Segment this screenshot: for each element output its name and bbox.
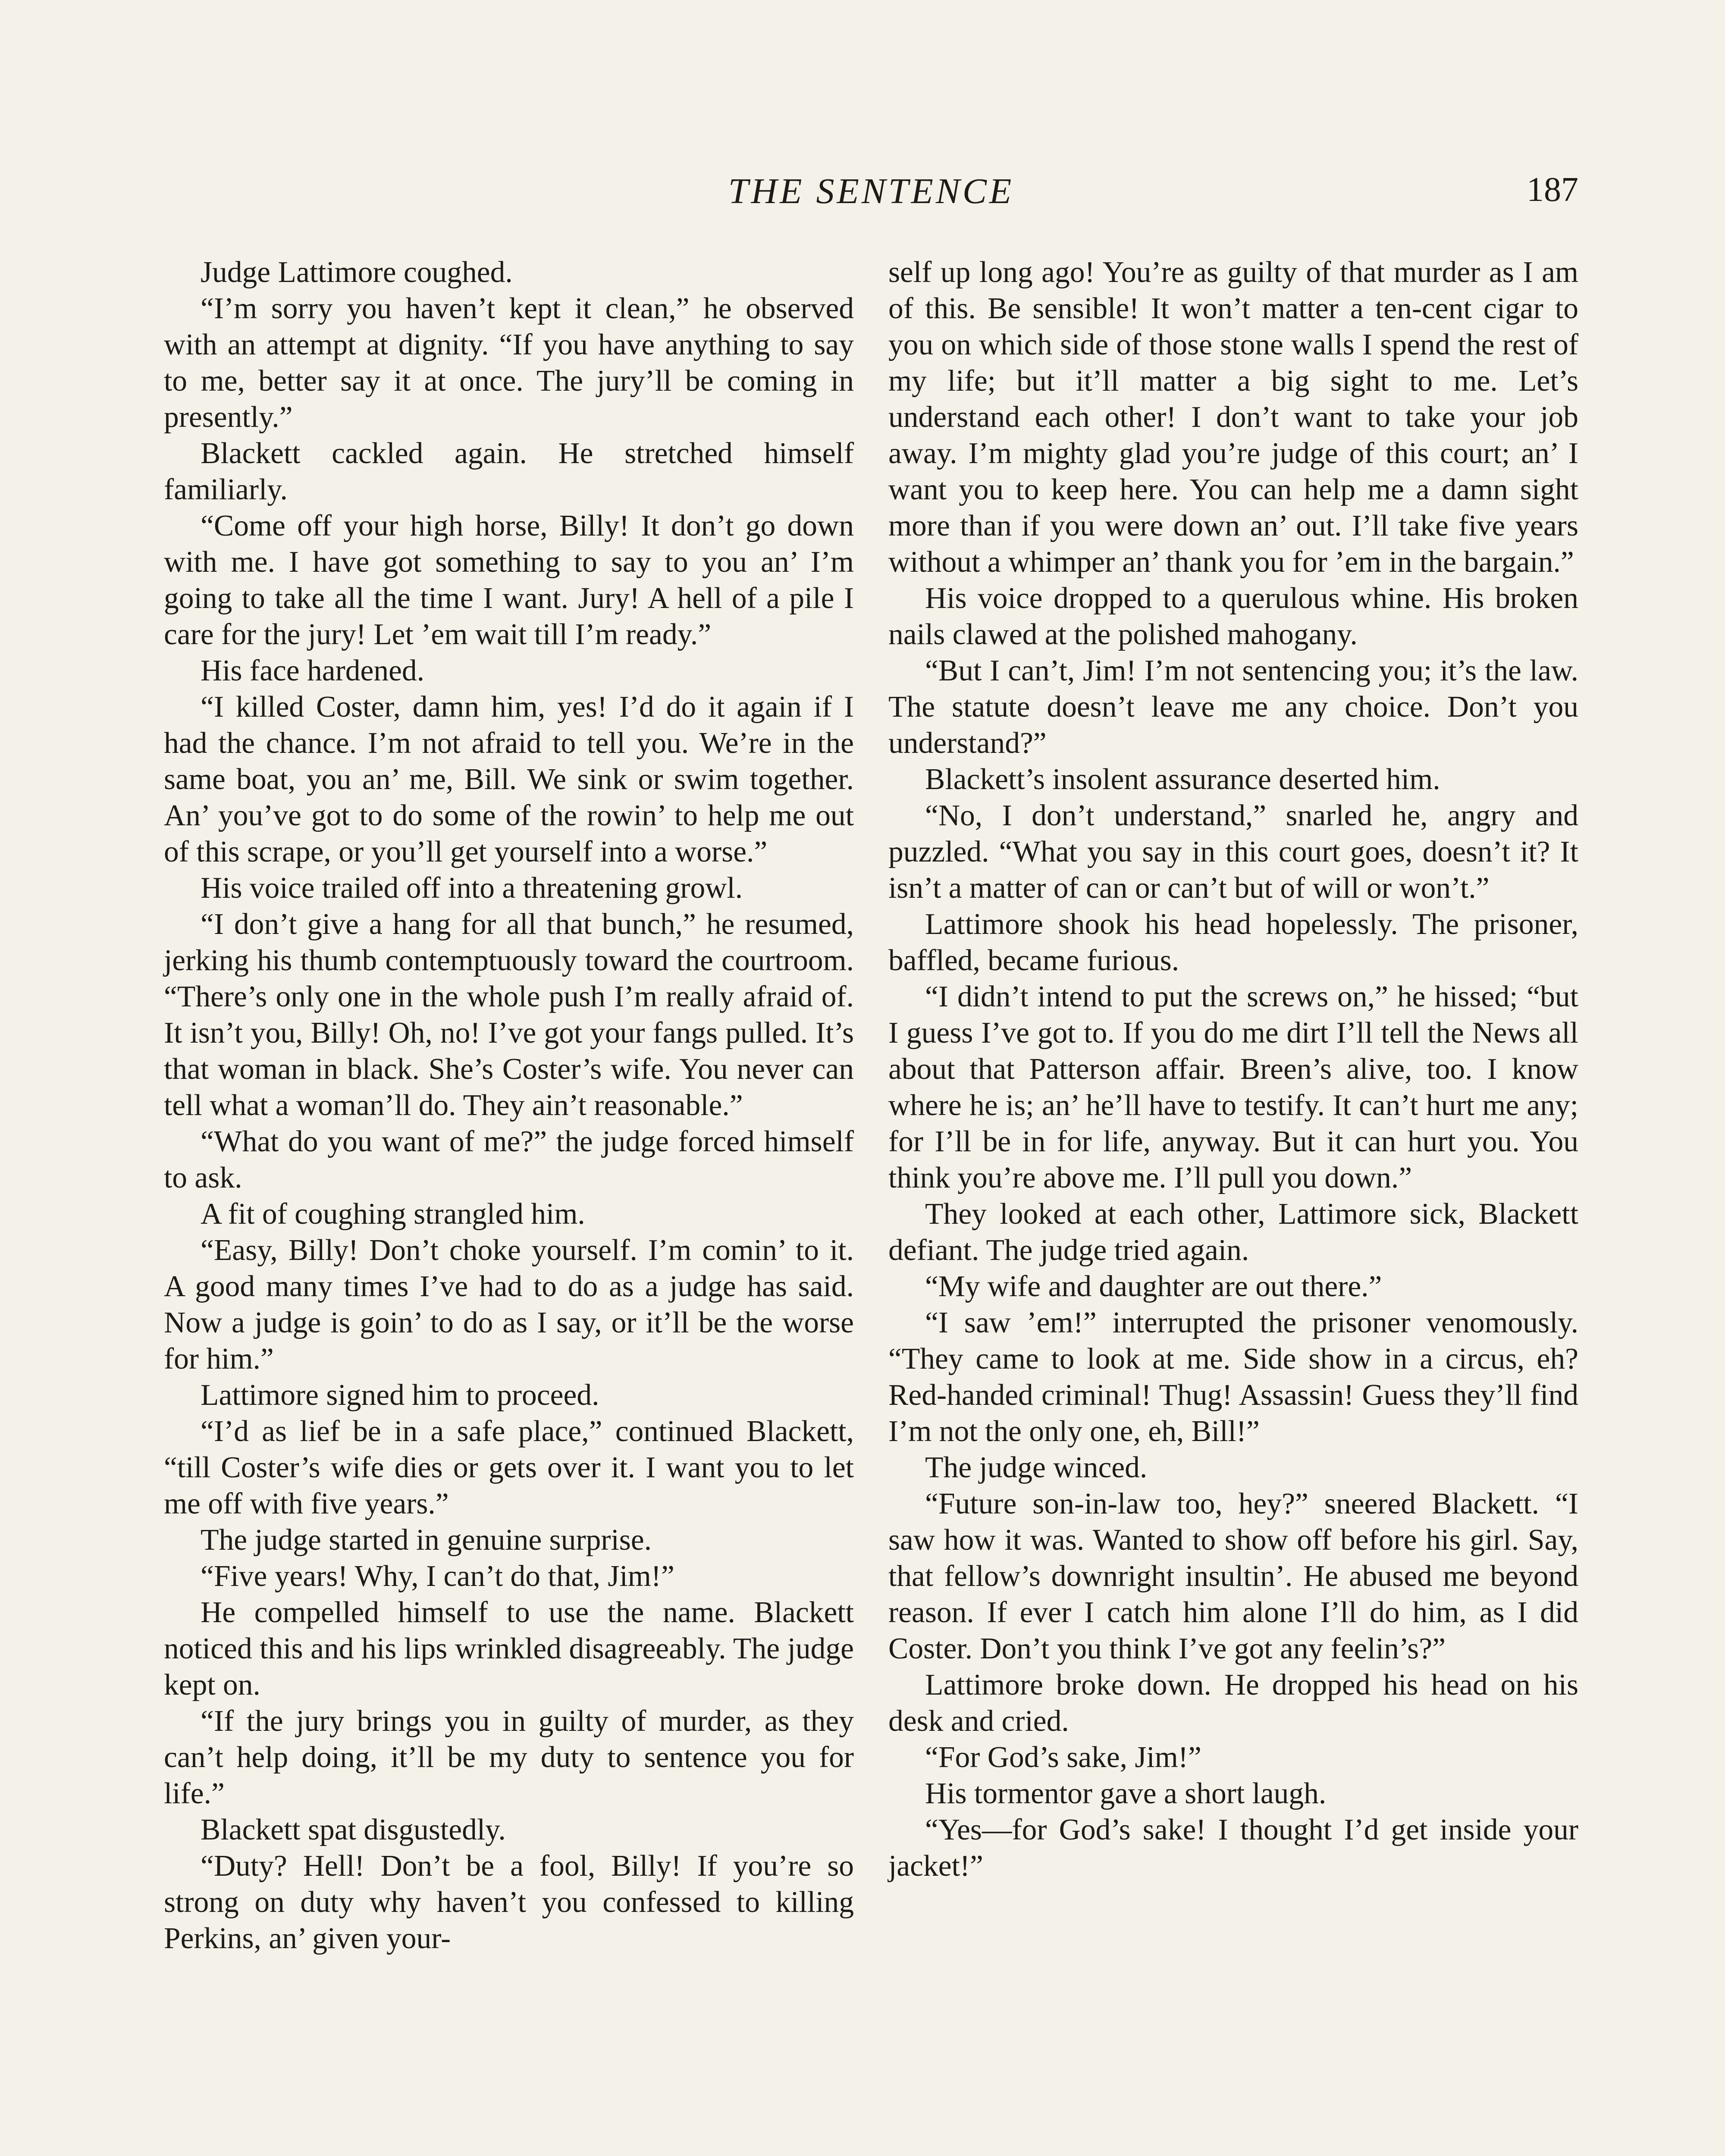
page-number: 187 xyxy=(1527,171,1578,209)
running-title: THE SENTENCE xyxy=(728,171,1014,211)
paragraph: Blackett cackled again. He stretched himself familiarly. xyxy=(164,437,854,506)
paragraph: “I saw ’em!” interrupted the prisoner venomously. “They came to look at me. Side show in a circus, eh? Red-handed criminal! Thug! Assassin! Guess they’ll find I’m not the only one, eh, Bill!” xyxy=(888,1306,1578,1448)
paragraph: “Future son-in-law too, hey?” sneered Blackett. “I saw how it was. Wanted to show off before his girl. Say, that fellow’s downright insultin’. He abused me beyond reason. If ever I catch him alone I’ll do him, as I did Coster. Don’t you think I’ve got any feelin’s?” xyxy=(888,1487,1578,1665)
paragraph: Blackett’s insolent assurance deserted him. xyxy=(925,763,1440,796)
paragraph: “Five years! Why, I can’t do that, Jim!” xyxy=(201,1560,674,1593)
page-header xyxy=(164,170,1578,226)
paragraph: Lattimore broke down. He dropped his head on his desk and cried. xyxy=(888,1668,1578,1738)
paragraph: He compelled himself to use the name. Blackett noticed this and his lips wrinkled disagreeably. The judge kept on. xyxy=(164,1596,854,1702)
paragraph-continuation: self up long ago! You’re as guilty of that murder as I am of this. Be sensible! It won’t matter a ten-cent cigar to you on which side of those stone walls I spend the rest of my life; but it’ll matter a big sight to me. Let’s understand each other! I don’t want to take your job away. I’m mighty glad you’re judge of this court; an’ I want you to keep here. You can help me a damn sight more than if you were down an’ out. I’ll take five years without a whimper an’ thank you for ’em in the bargain.” xyxy=(888,256,1578,579)
paragraph: “What do you want of me?” the judge forced himself to ask. xyxy=(164,1125,854,1194)
paragraph: Lattimore shook his head hopelessly. The prisoner, baffled, became furious. xyxy=(888,908,1578,977)
paragraph: Judge Lattimore coughed. xyxy=(201,256,513,289)
paragraph: “For God’s sake, Jim!” xyxy=(925,1741,1201,1774)
paragraph: “Easy, Billy! Don’t choke yourself. I’m comin’ to it. A good many times I’ve had to do as a judge has said. Now a judge is goin’ to do as I say, or it’ll be the worse for him.” xyxy=(164,1234,854,1376)
text-column-left xyxy=(164,254,854,1957)
paragraph: A fit of coughing strangled him. xyxy=(201,1197,585,1231)
paragraph: “Yes—for God’s sake! I thought I’d get inside your jacket!” xyxy=(888,1813,1578,1883)
paragraph: His tormentor gave a short laugh. xyxy=(925,1777,1327,1810)
paragraph: “I don’t give a hang for all that bunch,” he resumed, jerking his thumb contemptuously toward the courtroom. “There’s only one in the whole push I’m really afraid of. It isn’t you, Billy! Oh, no! I’ve got your fangs pulled. It’s that woman in black. She’s Coster’s wife. You never can tell what a woman’ll do. They ain’t reasonable.” xyxy=(164,908,854,1122)
paragraph: “I didn’t intend to put the screws on,” he hissed; “but I guess I’ve got to. If you do me dirt I’ll tell the News all about that Patterson affair. Breen’s alive, too. I know where he is; an’ he’ll have to testify. It can’t hurt me any; for I’ll be in for life, anyway. But it can hurt you. You think you’re above me. I’ll pull you down.” xyxy=(888,980,1578,1194)
paragraph: They looked at each other, Lattimore sick, Blackett defiant. The judge tried again. xyxy=(888,1197,1578,1267)
paragraph: “My wife and daughter are out there.” xyxy=(925,1270,1382,1303)
paragraph: “Come off your high horse, Billy! It don’t go down with me. I have got something to say to you an’ I’m going to take all the time I want. Jury! A hell of a pile I care for the jury! Let ’em wait till I’m ready.” xyxy=(164,509,854,651)
paragraph: Lattimore signed him to proceed. xyxy=(201,1379,599,1412)
paragraph: “I killed Coster, damn him, yes! I’d do it again if I had the chance. I’m not afraid to tell you. We’re in the same boat, you an’ me, Bill. We sink or swim together. An’ you’ve got to do some of the rowin’ to help me out of this scrape, or you’ll get yourself into a worse.” xyxy=(164,690,854,868)
paragraph: His voice dropped to a querulous whine. His broken nails clawed at the polished mahogany. xyxy=(888,582,1578,651)
paragraph: His face hardened. xyxy=(201,654,425,687)
text-column-right xyxy=(888,254,1578,1884)
paragraph: “I’d as lief be in a safe place,” continued Blackett, “till Coster’s wife dies or gets over it. I want you to let me off with five years.” xyxy=(164,1415,854,1520)
paragraph: “But I can’t, Jim! I’m not sentencing you; it’s the law. The statute doesn’t leave me any choice. Don’t you understand?” xyxy=(888,654,1578,760)
paragraph: “If the jury brings you in guilty of murder, as they can’t help doing, it’ll be my duty to sentence you for life.” xyxy=(164,1705,854,1810)
paragraph: Blackett spat disgustedly. xyxy=(201,1813,506,1846)
paragraph: His voice trailed off into a threatening growl. xyxy=(201,871,743,905)
paragraph: The judge started in genuine surprise. xyxy=(201,1523,652,1557)
paragraph: “I’m sorry you haven’t kept it clean,” he observed with an attempt at dignity. “If you have anything to say to me, better say it at once. The jury’ll be coming in presently.” xyxy=(164,292,854,434)
paragraph: The judge winced. xyxy=(925,1451,1148,1484)
paragraph: “Duty? Hell! Don’t be a fool, Billy! If you’re so strong on duty why haven’t you confessed to killing Perkins, an’ given your- xyxy=(164,1849,854,1955)
paragraph: “No, I don’t understand,” snarled he, angry and puzzled. “What you say in this court goes, doesn’t it? It isn’t a matter of can or can’t but of will or won’t.” xyxy=(888,799,1578,905)
